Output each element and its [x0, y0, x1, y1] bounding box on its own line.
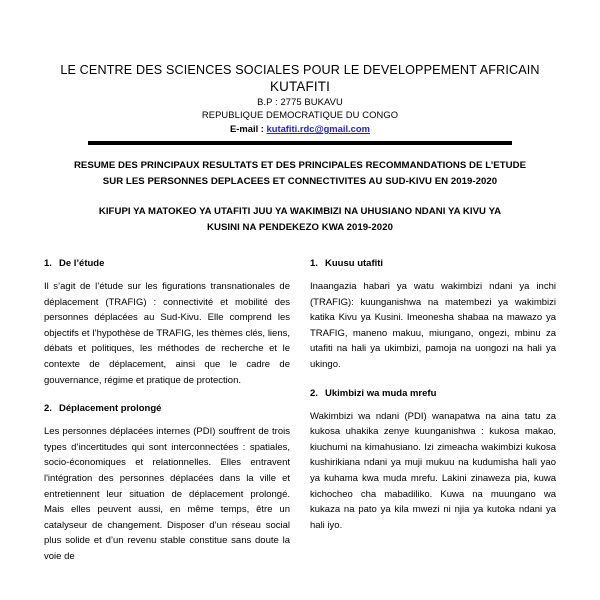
email-label: E-mail : — [230, 123, 267, 134]
section-heading-label: Kuusu utafiti — [325, 258, 384, 269]
title-french-line-1: RESUME DES PRINCIPAUX RESULTATS ET DES PRINCIPALES RECOMMANDATIONS DE L’ETUDE — [73, 160, 527, 171]
header-divider-rule — [88, 141, 512, 145]
section-number: 2. — [310, 387, 318, 399]
document-title-block — [44, 158, 556, 235]
organization-name-line-2: KUTAFITI — [269, 79, 331, 94]
country-line: REPUBLIQUE DEMOCRATIQUE DU CONGO — [201, 109, 399, 120]
section-heading — [310, 257, 556, 270]
section-fr-1 — [44, 257, 290, 388]
title-swahili — [44, 204, 556, 235]
organization-name-line-1: LE CENTRE DES SCIENCES SOCIALES POUR LE DEVELOPPEMENT AFRICAIN — [60, 63, 540, 77]
title-french-line-2: SUR LES PERSONNES DEPLACEES ET CONNECTIVITES AU SUD-KIVU EN 2019-2020 — [102, 175, 498, 187]
email-link[interactable]: kutafiti.rdc@gmail.com — [266, 123, 370, 134]
title-french — [44, 158, 556, 189]
section-heading-label: De l’étude — [59, 258, 105, 269]
post-box-line: B.P : 2775 BUKAVU — [257, 96, 343, 107]
section-heading — [44, 257, 290, 270]
section-body: Les personnes déplacées internes (PDI) souffrent de trois types d’incertitudes qui sont interconnectées : spatiales, socio-économiques et relationnelles. Elles entravent l'intégration des personnes déplacées dans la ville et entretiennent leur situation de déplacement prolongé. Mais elles peuvent aussi, en même temps, être un catalyseur de changement. Disposer d’un réseau social plus solide et d’un revenu stable constitue sans doute la voie de — [44, 426, 290, 562]
email-line — [44, 122, 556, 136]
section-number: 1. — [310, 258, 318, 269]
section-sw-2 — [310, 387, 556, 534]
column-swahili — [310, 257, 556, 565]
section-body: Inaangazia habari ya watu wakimbizi ndani ya inchi (TRAFIG): kuunganishwa na matembezi ya wakimbizi katika Kivu ya Kusini. Imeonesha shabaa na mawazo ya TRAFIG, maneno makuu, miungano, ongezi, mbinu za utafiti na hali ya ukimbizi, pamoja na uongozi na hali ya ukingo. — [310, 281, 556, 370]
column-french — [44, 257, 290, 565]
section-heading-label: Ukimbizi wa muda mrefu — [325, 387, 437, 399]
section-heading — [44, 402, 290, 415]
section-number: 2. — [44, 403, 52, 415]
section-sw-1 — [310, 257, 556, 373]
title-swahili-line-2: KUSINI NA PENDEKEZO KWA 2019-2020 — [207, 221, 393, 233]
section-body: Wakimbizi wa ndani (PDI) wanapatwa na aina tatu za kukosa uhakika zenye kuunganishwa : kukosa makao, kiuchumi na kimahusiano. Izi zimeacha wakimbizi kukosa kushirikiana ndani ya muji mukuu na kudumisha hali yao ya kuhama kwa muda mrefu. Lakini zinaweza pia, kuwa kichocheo cha mabadiliko. Kuwa na muungano wa kukaza na pato ya kila mwezi ni njia ya kutoka ndani ya hali iyo. — [310, 410, 556, 531]
section-heading-label: Déplacement prolongé — [59, 403, 162, 415]
section-body: Il s’agit de l’étude sur les figurations transnationales de déplacement (TRAFIG) : connectivité et mobilité des personnes déplacées au Sud-Kivu. Elle comprend les objectifs et l’hypothèse de TRAFIG, les thèmes clés, liens, débats et politiques, les méthodes de recherche et le contexte de déplacement, ainsi que le cadre de gouvernance, régime et pratique de protection. — [44, 281, 290, 386]
section-number: 1. — [44, 258, 52, 269]
section-fr-2 — [44, 402, 290, 564]
section-heading — [310, 387, 556, 400]
title-swahili-line-1: KIFUPI YA MATOKEO YA UTAFITI JUU YA WAKIMBIZI NA UHUSIANO NDANI YA KIVU YA — [98, 206, 502, 217]
two-column-body — [44, 257, 556, 565]
letterhead — [44, 0, 556, 145]
